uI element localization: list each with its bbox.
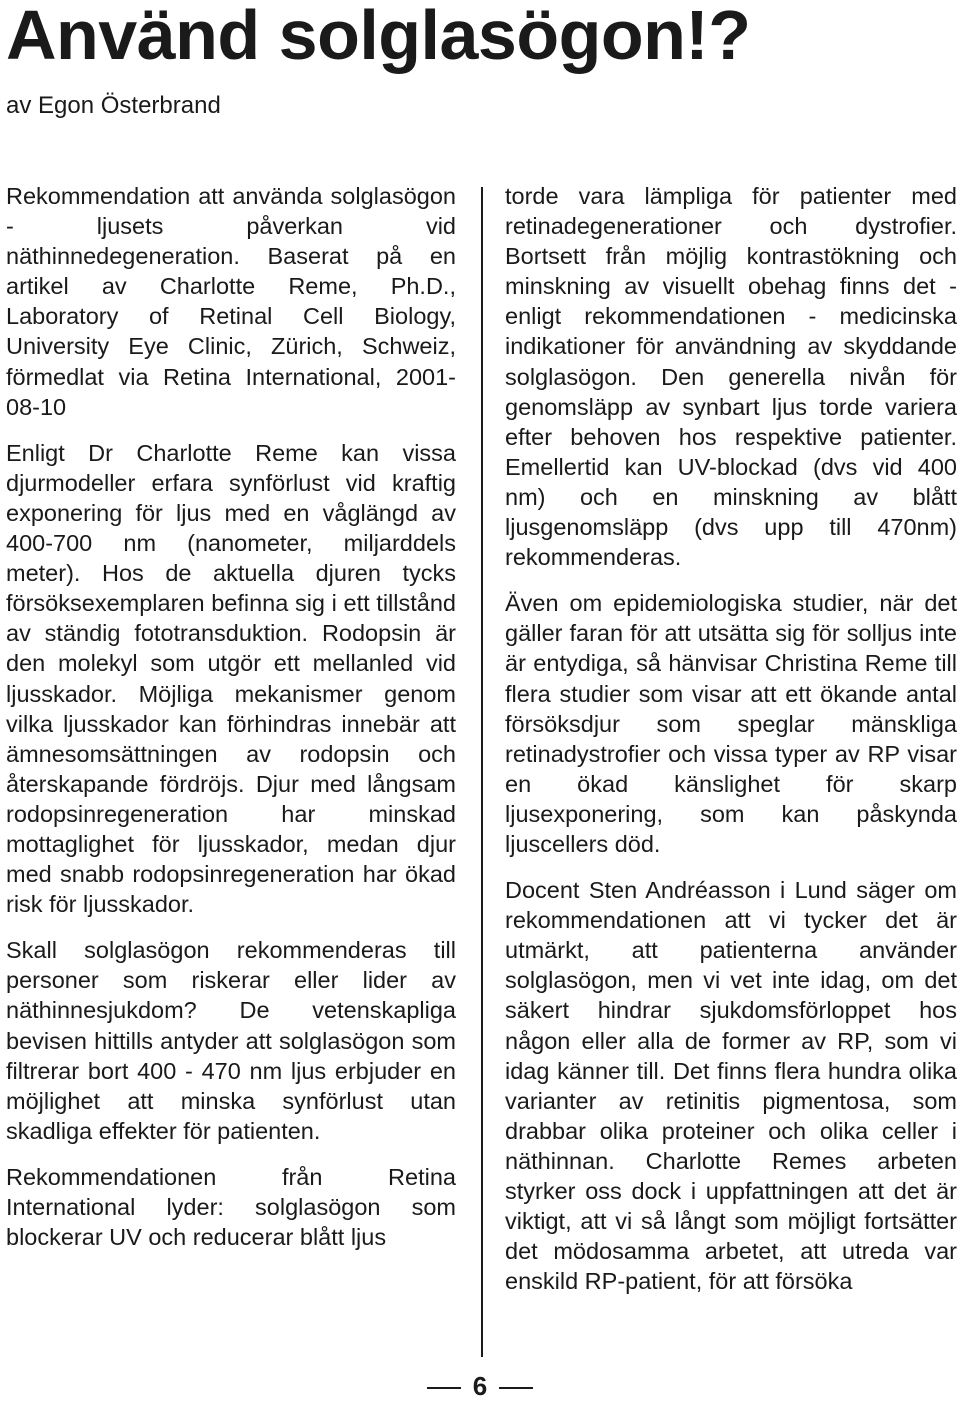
intro-paragraph: Rekommendation att använda solglasögon - ljusets påverkan vid näthinnedegeneration. Baserat på en artikel av Charlotte Reme, Ph.D., Laboratory of Retinal Cell Biology, University Eye Clinic, Zürich, Schweiz, förmedlat via Retina International, 2001-08-10 [6,183,456,420]
right-column [505,181,957,1296]
page-footer [0,1370,960,1402]
body-paragraph: Enligt Dr Charlotte Reme kan vissa djurmodeller erfara synförlust vid kraftig exponering för ljus med en våglängd av 400-700 nm (nanometer, miljarddels meter). Hos de aktuella djuren tycks försöksexemplaren befinna sig i ett tillstånd av ständig fototransduktion. Rodopsin är den molekyl som utgör ett mellanled vid ljusskador. Möjliga mekanismer genom vilka ljusskador kan förhindras innebär att ämnesomsättningen av rodopsin och återskapande fördröjs. Djur med långsam rodopsinregeneration har minskad mottaglighet för ljusskador, medan djur med snabb rodopsinregeneration har ökad risk för ljusskador. [6,439,456,918]
footer-dash [427,1387,461,1389]
footer-dash [499,1387,533,1389]
body-paragraph: torde vara lämpliga för patienter med retinadegenerationer och dystrofier. Bortsett från möjlig kontrastökning och minskning av visuellt obehag finns det - enligt rekommendationen - medicinska indikationer för användning av skyddande solglasögon. Den generella nivån för genomsläpp av synbart ljus torde variera efter behoven hos respektive patienter. Emellertid kan UV-blockad (dvs vid 400 nm) och en minskning av blått ljusgenomsläpp (dvs upp till 470nm) rekommenderas. [505,183,957,571]
page-number: 6 [472,1371,488,1401]
body-paragraph: Rekommendationen från Retina International lyder: solglasögon som blockerar UV och reducerar blått ljus [6,1163,456,1251]
left-column [6,181,456,1252]
body-paragraph: Skall solglasögon rekommenderas till personer som riskerar eller lider av näthinnesjukdom? De vetenskapliga bevisen hittills antyder att solglasögon som filtrerar bort 400 - 470 nm ljus erbjuder en möjlighet att minska synförlust utan skadliga effekter för patienten. [6,937,456,1144]
article-title: Använd solglasögon!? [6,0,751,74]
body-paragraph: Även om epidemiologiska studier, när det gäller faran för att utsätta sig för solljus inte är entydiga, så hänvisar Christina Reme till flera studier som visar att ett ökande antal försöksdjur som speglar mänskliga retinadystrofier och vissa typer av RP visar en ökad känslighet för skarp ljusexponering, som kan påskynda ljuscellers död. [505,590,957,857]
body-paragraph: Docent Sten Andréasson i Lund säger om rekommendationen att vi tycker det är utmärkt, att patienterna använder solglasögon, men vi vet inte idag, om det säkert hindrar sjukdomsförloppet hos någon eller alla de former av RP, som vi idag känner till. Det finns flera hundra olika varianter av retinitis pigmentosa, som drabbar olika proteiner och olika celler i näthinnan. Charlotte Remes arbeten styrker oss dock i uppfattningen att det är viktigt, att vi så långt som möjligt fortsätter det mödosamma arbetet, att utreda var enskild RP-patient, för att försöka [505,877,957,1295]
author-byline: av Egon Österbrand [6,92,221,119]
column-divider [481,187,483,1357]
